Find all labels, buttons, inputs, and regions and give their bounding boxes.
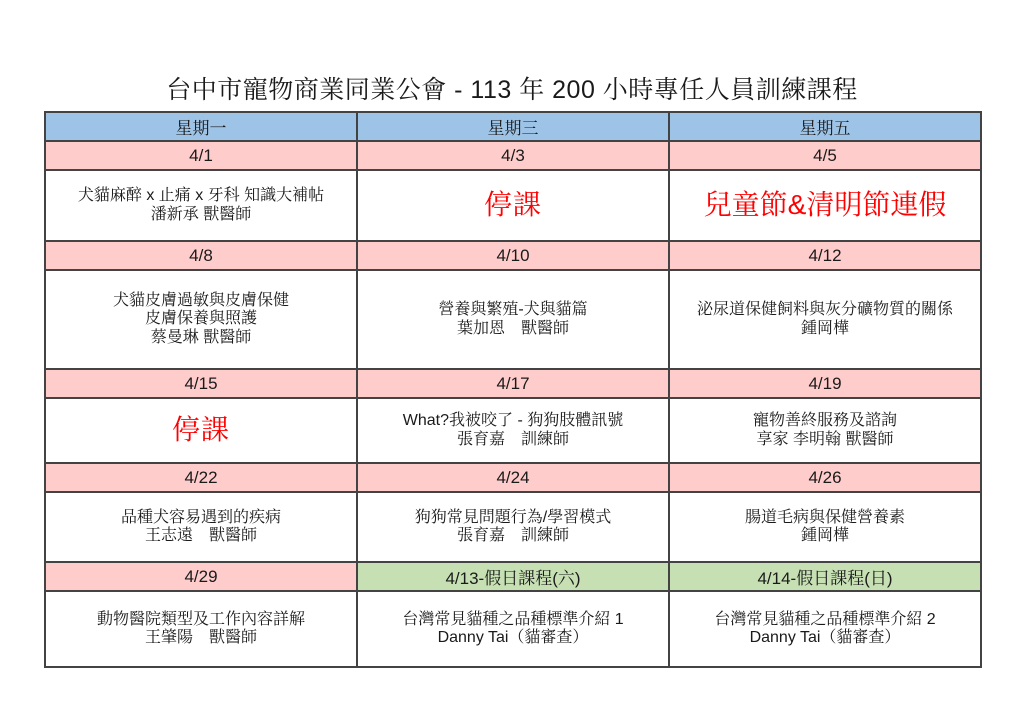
course-cell xyxy=(45,270,357,369)
course-title: 營養與繁殖-犬與貓篇 xyxy=(438,301,588,319)
course-speaker: 張育嘉 訓練師 xyxy=(456,527,569,544)
date-row-week3 xyxy=(45,369,981,398)
course-title: 犬貓麻醉 x 止痛 x 牙科 知識大補帖 xyxy=(77,187,325,205)
course-cell xyxy=(669,492,981,562)
date-row-week2 xyxy=(45,241,981,270)
date-row-week4 xyxy=(45,463,981,492)
date-cell: 4/17 xyxy=(357,369,669,398)
course-speaker: 葉加恩 獸醫師 xyxy=(456,319,569,337)
course-title: 狗狗常見問題行為/學習模式 xyxy=(414,508,612,526)
course-speaker: 王志遠 獸醫師 xyxy=(144,527,257,544)
course-row-week4 xyxy=(45,492,981,562)
course-speaker: 王肇陽 獸醫師 xyxy=(144,629,257,646)
header-wednesday: 星期三 xyxy=(357,112,669,141)
header-monday: 星期一 xyxy=(45,112,357,141)
course-title: 動物醫院類型及工作內容詳解 xyxy=(96,610,305,628)
course-cell xyxy=(45,591,357,667)
course-cell-cancelled xyxy=(357,170,669,241)
date-cell-weekend: 4/13-假日課程(六) xyxy=(357,562,669,591)
date-cell: 4/3 xyxy=(357,141,669,170)
date-cell: 4/10 xyxy=(357,241,669,270)
holiday-notice: 兒童節&清明節連假 xyxy=(703,189,947,221)
course-cell xyxy=(45,170,357,241)
course-title: 品種犬容易遇到的疾病 xyxy=(120,508,281,526)
course-title: 泌尿道保健飼料與灰分礦物質的關係 xyxy=(696,301,953,319)
course-speaker: 享家 李明翰 獸醫師 xyxy=(756,430,894,448)
course-row-week3 xyxy=(45,398,981,463)
course-title: 犬貓皮膚過敏與皮膚保健 xyxy=(112,291,289,309)
course-speaker: 張育嘉 訓練師 xyxy=(456,430,569,448)
course-row-week5 xyxy=(45,591,981,667)
course-schedule-table xyxy=(44,111,982,668)
course-cell-holiday xyxy=(669,170,981,241)
cancelled-notice: 停課 xyxy=(483,189,542,221)
cancelled-notice: 停課 xyxy=(171,414,230,446)
date-cell: 4/19 xyxy=(669,369,981,398)
course-speaker: 潘新承 獸醫師 xyxy=(150,205,252,223)
date-cell-weekend: 4/14-假日課程(日) xyxy=(669,562,981,591)
date-cell: 4/5 xyxy=(669,141,981,170)
date-cell: 4/12 xyxy=(669,241,981,270)
weekday-header-row xyxy=(45,112,981,141)
date-cell: 4/29 xyxy=(45,562,357,591)
date-cell: 4/26 xyxy=(669,463,981,492)
date-cell: 4/15 xyxy=(45,369,357,398)
date-cell: 4/8 xyxy=(45,241,357,270)
course-speaker: 鍾岡樺 xyxy=(800,319,849,337)
course-cell xyxy=(669,591,981,667)
course-cell xyxy=(357,492,669,562)
course-speaker: 蔡曼琳 獸醫師 xyxy=(150,328,252,346)
course-row-week2 xyxy=(45,270,981,369)
course-row-week1 xyxy=(45,170,981,241)
course-cell-cancelled xyxy=(45,398,357,463)
course-cell xyxy=(45,492,357,562)
course-speaker: 鍾岡樺 xyxy=(800,527,849,544)
course-speaker: Danny Tai（貓審查） xyxy=(437,629,589,646)
course-title: 寵物善終服務及諮詢 xyxy=(752,412,897,430)
course-cell xyxy=(669,398,981,463)
course-cell xyxy=(357,591,669,667)
course-cell xyxy=(669,270,981,369)
date-cell: 4/22 xyxy=(45,463,357,492)
course-title: What?我被咬了 - 狗狗肢體訊號 xyxy=(402,412,624,430)
course-cell xyxy=(357,270,669,369)
course-title-line2: 皮膚保養與照護 xyxy=(144,310,257,328)
header-friday: 星期五 xyxy=(669,112,981,141)
date-row-week5 xyxy=(45,562,981,591)
date-cell: 4/1 xyxy=(45,141,357,170)
course-cell xyxy=(357,398,669,463)
course-title: 台灣常見貓種之品種標準介紹 1 xyxy=(402,610,624,628)
page-title: 台中市寵物商業同業公會 - 113 年 200 小時專任人員訓練課程 xyxy=(166,76,858,104)
date-cell: 4/24 xyxy=(357,463,669,492)
course-title: 腸道毛病與保健營養素 xyxy=(744,508,905,526)
date-row-week1 xyxy=(45,141,981,170)
course-speaker: Danny Tai（貓審查） xyxy=(749,629,901,646)
course-title: 台灣常見貓種之品種標準介紹 2 xyxy=(714,610,936,628)
